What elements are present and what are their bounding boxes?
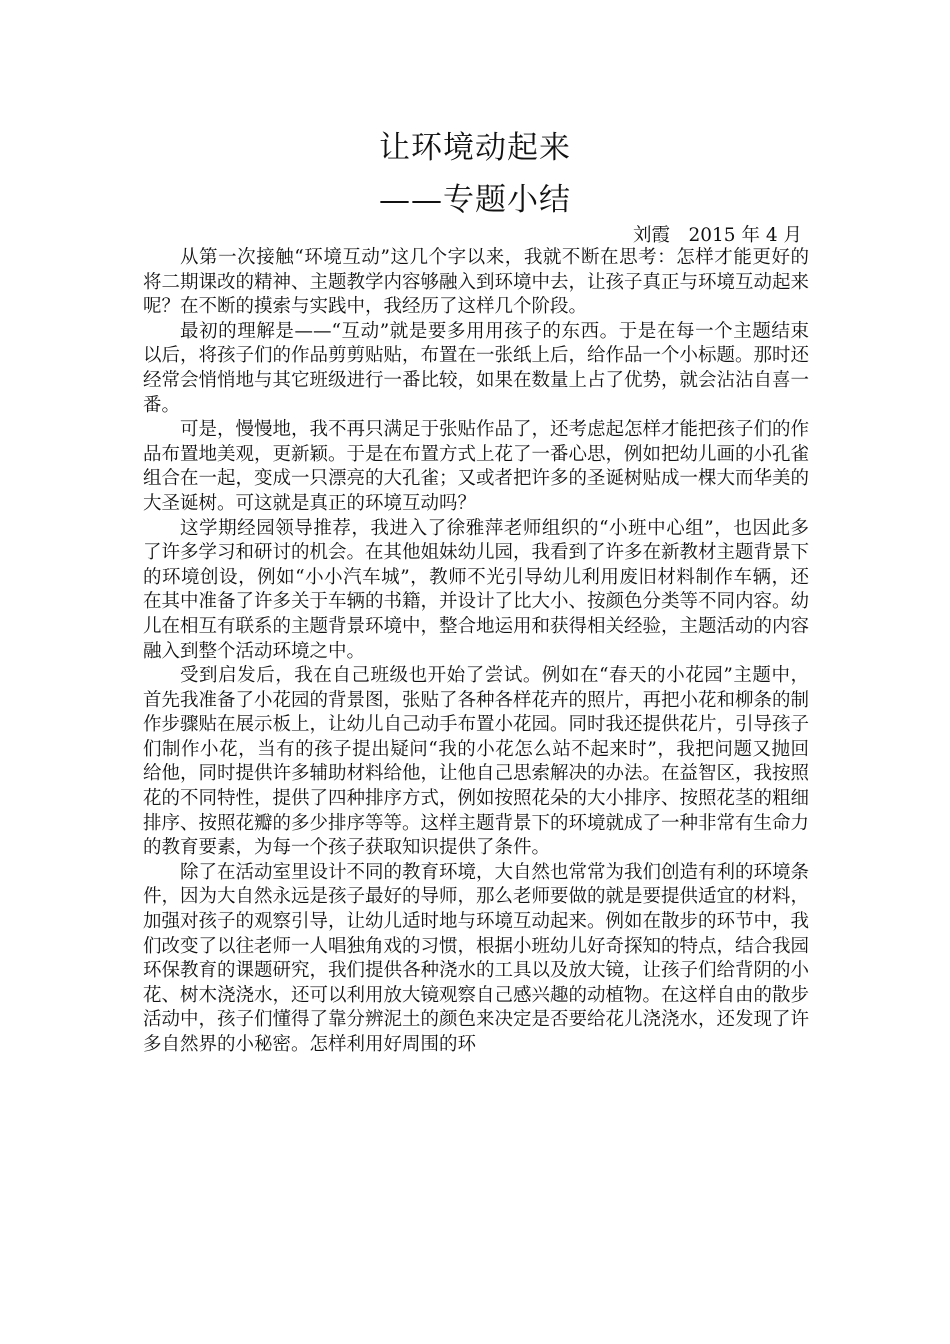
- paragraph-4: 这学期经园领导推荐，我进入了徐雅萍老师组织的“小班中心组”，也因此多了许多学习和研讨的机会。在其他姐妹幼儿园，我看到了许多在新教材主题背景下的环境创设，例如“小小汽车城”，教师不光引导幼儿利用废旧材料制作车辆，还在其中准备了许多关于车辆的书籍，并设计了比大小、按颜色分类等不同内容。幼儿在相互有联系的主题背景环境中，整合地运用和获得相关经验，主题活动的内容融入到整个活动环境之中。: [143, 517, 810, 662]
- paragraph-1: 从第一次接触“环境互动”这几个字以来，我就不断在思考：怎样才能更好的将二期课改的精神、主题教学内容够融入到环境中去，让孩子真正与环境互动起来呢？在不断的摸索与实践中，我经历了这样几个阶段。: [143, 247, 810, 318]
- document-title: 让环境动起来: [379, 130, 571, 166]
- paragraph-3: 可是，慢慢地，我不再只满足于张贴作品了，还考虑起怎样才能把孩子们的作品布置地美观，更新颖。于是在布置方式上花了一番心思，例如把幼儿画的小孔雀组合在一起，变成一只漂亮的大孔雀；又或者把许多的圣诞树贴成一棵大而华美的大圣诞树。可这就是真正的环境互动吗？: [143, 419, 810, 514]
- paragraph-2: 最初的理解是——“互动”就是要多用用孩子的东西。于是在每一个主题结束以后，将孩子们的作品剪剪贴贴，布置在一张纸上后，给作品一个小标题。那时还经常会悄悄地与其它班级进行一番比较，如果在数量上占了优势，就会沾沾自喜一番。: [143, 320, 810, 416]
- document-body: [143, 246, 809, 1058]
- document-subtitle: ——专题小结: [379, 182, 571, 218]
- paragraph-5: 受到启发后，我在自己班级也开始了尝试。例如在“春天的小花园”主题中，首先我准备了小花园的背景图，张贴了各种各样花卉的照片，再把小花和柳条的制作步骤贴在展示板上，让幼儿自己动手布置小花园。同时我还提供花片，引导孩子们制作小花，当有的孩子提出疑问“我的小花怎么站不起来时”，我把问题又抛回给他，同时提供许多辅助材料给他，让他自己思索解决的办法。在益智区，我按照花的不同特性，提供了四种排序方式，例如按照花朵的大小排序、按照花茎的粗细排序、按照花瓣的多少排序等等。这样主题背景下的环境就成了一种非常有生命力的教育要素，为每一个孩子获取知识提供了条件。: [143, 665, 810, 859]
- paragraph-6: 除了在活动室里设计不同的教育环境，大自然也常常为我们创造有利的环境条件，因为大自然永远是孩子最好的导师，那么老师要做的就是要提供适宜的材料，加强对孩子的观察引导，让幼儿适时地与环境互动起来。例如在散步的环节中，我们改变了以往老师一人唱独角戏的习惯，根据小班幼儿好奇探知的特点，结合我园环保教育的课题研究，我们提供各种浇水的工具以及放大镜，让孩子们给背阴的小花、树木浇浇水，还可以利用放大镜观察自己感兴趣的动植物。在这样自由的散步活动中，孩子们懂得了靠分辨泥土的颜色来决定是否要给花儿浇浇水，还发现了许多自然界的小秘密。怎样利用好周围的环: [143, 861, 810, 1055]
- author-date-line: 刘霞 2015 年 4 月: [633, 225, 802, 246]
